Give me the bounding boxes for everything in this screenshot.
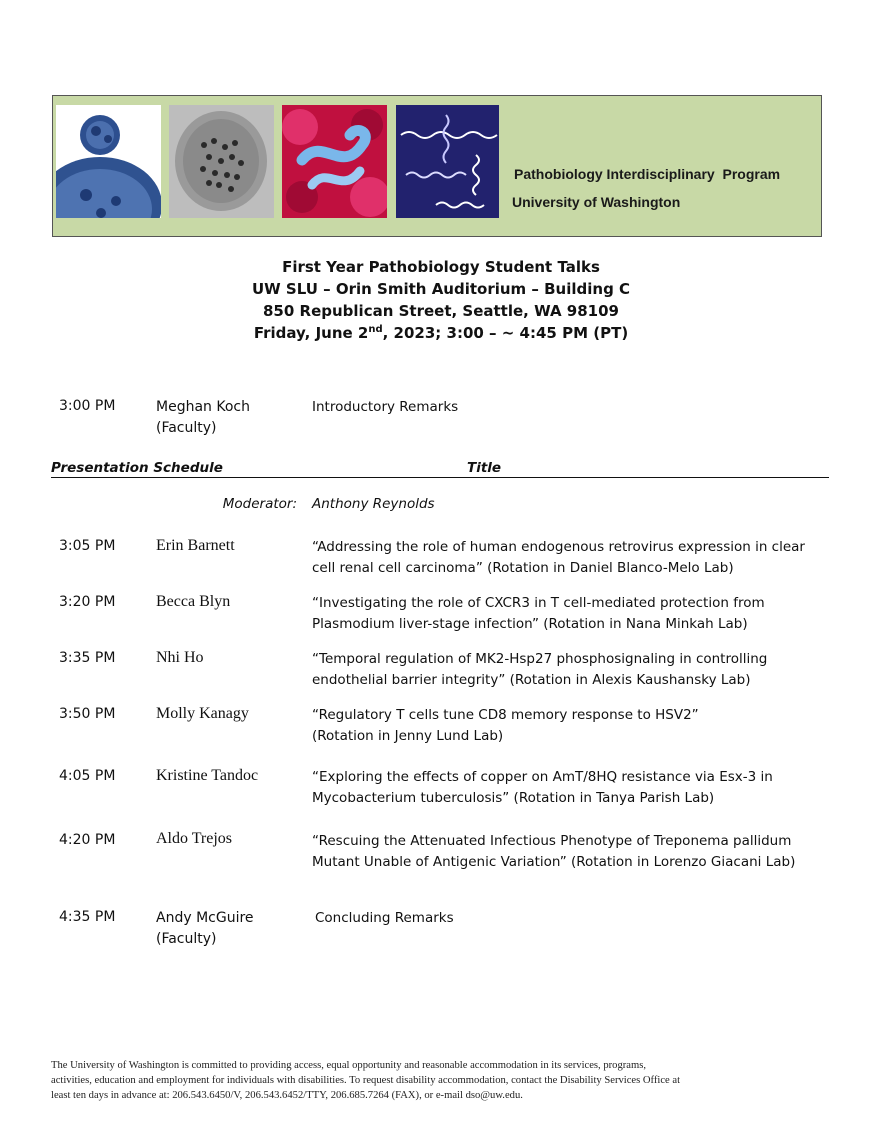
talk-time: 3:05 PM (59, 538, 116, 554)
talk-speaker: Molly Kanagy (156, 705, 249, 722)
event-address: 850 Republican Street, Seattle, WA 98109 (263, 302, 619, 320)
university-name: University of Washington (512, 194, 681, 210)
talk-title: “Temporal regulation of MK2-Hsp27 phosphosignaling in controlling endothelial barrier integrity” (Rotation in Alexis Kaushansky Lab) (312, 651, 768, 688)
talk-speaker: Kristine Tandoc (156, 767, 259, 784)
event-datetime: Friday, June 2nd, 2023; 3:00 – ~ 4:45 PM (PT) (253, 324, 629, 342)
talk-speaker: Erin Barnett (156, 537, 235, 554)
intro-speaker: Meghan Koch (Faculty) (156, 399, 250, 436)
schedule-header-title: Title (467, 460, 502, 476)
talk-speaker: Becca Blyn (156, 593, 231, 610)
talk-speaker: Nhi Ho (156, 649, 204, 666)
intro-title: Introductory Remarks (312, 399, 459, 415)
electron-micrograph-image (169, 105, 274, 218)
cell-micrograph-image (56, 105, 161, 218)
talk-title: “Rescuing the Attenuated Infectious Phenotype of Treponema pallidum Mutant Unable of Antigenic Variation” (Rotation in Lorenzo Giacani Lab) (312, 833, 796, 870)
talk-time: 4:20 PM (59, 832, 116, 848)
talk-title: “Exploring the effects of copper on AmT/8HQ resistance via Esx-3 in Mycobacterium tuberculosis” (Rotation in Tanya Parish Lab) (312, 769, 773, 806)
event-title: First Year Pathobiology Student Talks (282, 258, 600, 276)
talk-time: 3:20 PM (59, 594, 116, 610)
talk-speaker: Aldo Trejos (156, 830, 233, 847)
spirochete-image (396, 105, 499, 218)
schedule-header (51, 460, 829, 478)
program-name: Pathobiology Interdisciplinary Program (514, 166, 781, 182)
closing-speaker: Andy McGuire (Faculty) (156, 910, 254, 947)
trypanosome-image (282, 105, 387, 218)
talk-title: “Regulatory T cells tune CD8 memory response to HSV2” (Rotation in Jenny Lund Lab) (312, 707, 699, 744)
accessibility-notice: The University of Washington is committed to providing access, equal opportunity and reasonable accommodation in its services, programs, activities, education and employment for individuals with disabilities. To request disability accommodation, contact the Disability Services Office at least ten days in advance at: 206.543.6450/V, 206.543.6452/TTY, 206.685.7264 (FAX), or e-mail dso@uw.edu. (51, 1060, 681, 1101)
program-banner (52, 95, 822, 237)
talk-time: 3:50 PM (59, 706, 116, 722)
intro-time: 3:00 PM (59, 398, 116, 414)
talk-title: “Addressing the role of human endogenous retrovirus expression in clear cell renal cell carcinoma” (Rotation in Daniel Blanco-Melo Lab) (312, 539, 805, 576)
moderator-name: Anthony Reynolds (312, 496, 435, 512)
event-venue: UW SLU – Orin Smith Auditorium – Building C (251, 280, 631, 298)
talk-time: 3:35 PM (59, 650, 116, 666)
schedule-header-label: Presentation Schedule (51, 460, 223, 476)
closing-time: 4:35 PM (59, 909, 116, 925)
closing-title: Concluding Remarks (315, 910, 454, 926)
event-heading (0, 256, 882, 344)
talk-title: “Investigating the role of CXCR3 in T cell-mediated protection from Plasmodium liver-stage infection” (Rotation in Nana Minkah Lab) (312, 595, 765, 632)
talk-time: 4:05 PM (59, 768, 116, 784)
moderator-label: Moderator: (222, 496, 297, 512)
